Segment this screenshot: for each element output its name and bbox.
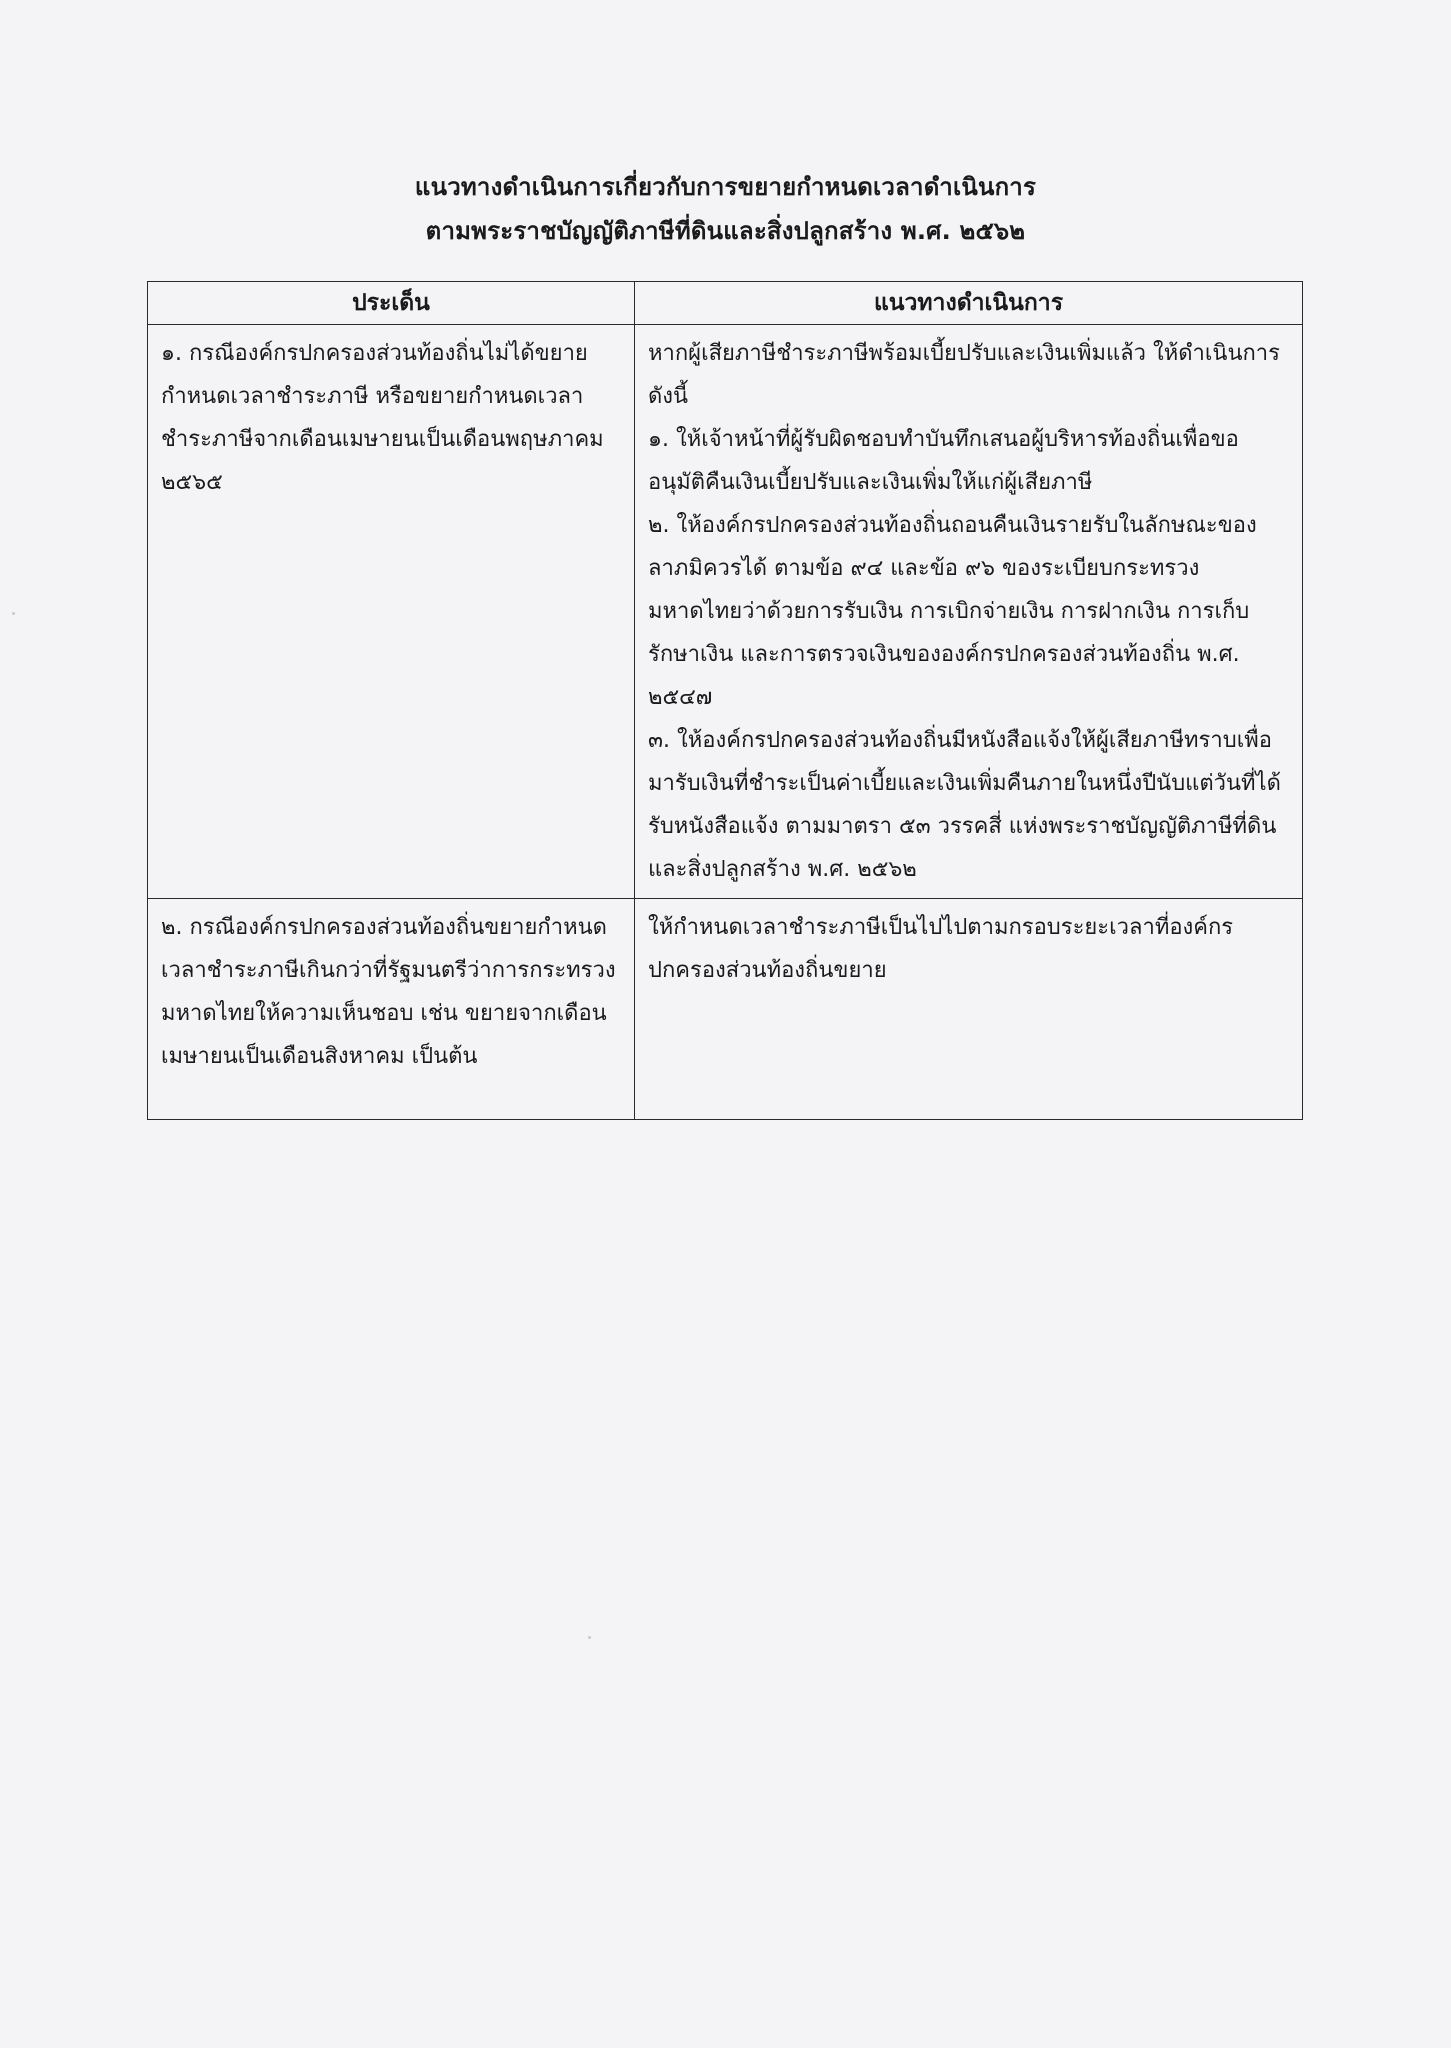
issue-cell — [148, 899, 635, 1120]
guidance-paragraph: หากผู้เสียภาษีชำระภาษีพร้อมเบี้ยปรับและเงินเพิ่มแล้ว ให้ดำเนินการ ดังนี้ — [648, 341, 1280, 409]
guidance-paragraph: ๑. ให้เจ้าหน้าที่ผู้รับผิดชอบทำบันทึกเสนอผู้บริหารท้องถิ่นเพื่อขออนุมัติคืนเงินเบี้ยปรับและเงินเพิ่มให้แก่ผู้เสียภาษี — [648, 427, 1239, 495]
guidance-paragraph: ๒. ให้องค์กรปกครองส่วนท้องถิ่นถอนคืนเงินรายรับในลักษณะของลาภมิควรได้ ตามข้อ ๙๔ และข้อ ๙๖ ของระเบียบกระทรวงมหาดไทยว่าด้วยการรับเงิน การเบิกจ่ายเงิน การฝากเงิน การเก็บรักษาเงิน และการตรวจเงินขององค์กรปกครองส่วนท้องถิ่น พ.ศ. ๒๕๔๗ — [648, 513, 1257, 710]
issue-text: ๒. กรณีองค์กรปกครองส่วนท้องถิ่นขยายกำหนดเวลาชำระภาษีเกินกว่าที่รัฐมนตรีว่าการกระทรวงมหาดไทยให้ความเห็นชอบ เช่น ขยายจากเดือนเมษายนเป็นเดือนสิงหาคม เป็นต้น — [161, 915, 616, 1069]
issue-text: ๑. กรณีองค์กรปกครองส่วนท้องถิ่นไม่ได้ขยายกำหนดเวลาชำระภาษี หรือขยายกำหนดเวลาชำระภาษีจากเดือนเมษายนเป็นเดือนพฤษภาคม ๒๕๖๕ — [161, 341, 604, 495]
table-row — [148, 899, 1303, 1120]
issue-cell — [148, 325, 635, 899]
table-header-row — [148, 282, 1303, 325]
scan-speck — [588, 1636, 591, 1639]
guidance-paragraph: ๓. ให้องค์กรปกครองส่วนท้องถิ่นมีหนังสือแจ้งให้ผู้เสียภาษีทราบเพื่อมารับเงินที่ชำระเป็นค่าเบี้ยและเงินเพิ่มคืนภายในหนึ่งปีนับแต่วันที่ได้รับหนังสือแจ้ง ตามมาตรา ๕๓ วรรคสี่ แห่งพระราชบัญญัติภาษีที่ดินและสิ่งปลูกสร้าง พ.ศ. ๒๕๖๒ — [648, 728, 1281, 882]
scan-speck — [12, 612, 15, 615]
title-line-2: ตามพระราชบัญญัติภาษีที่ดินและสิ่งปลูกสร้าง พ.ศ. ๒๕๖๒ — [425, 217, 1026, 245]
guidance-cell — [635, 325, 1303, 899]
guidance-cell — [635, 899, 1303, 1120]
title-line-1: แนวทางดำเนินการเกี่ยวกับการขยายกำหนดเวลาดำเนินการ — [414, 173, 1037, 201]
header-issue: ประเด็น — [148, 282, 635, 325]
document-title — [0, 165, 1451, 253]
table-row — [148, 325, 1303, 899]
guidance-paragraph: ให้กำหนดเวลาชำระภาษีเป็นไปไปตามกรอบระยะเวลาที่องค์กรปกครองส่วนท้องถิ่นขยาย — [648, 915, 1234, 983]
guidance-table — [147, 281, 1303, 1120]
header-guidance: แนวทางดำเนินการ — [635, 282, 1303, 325]
